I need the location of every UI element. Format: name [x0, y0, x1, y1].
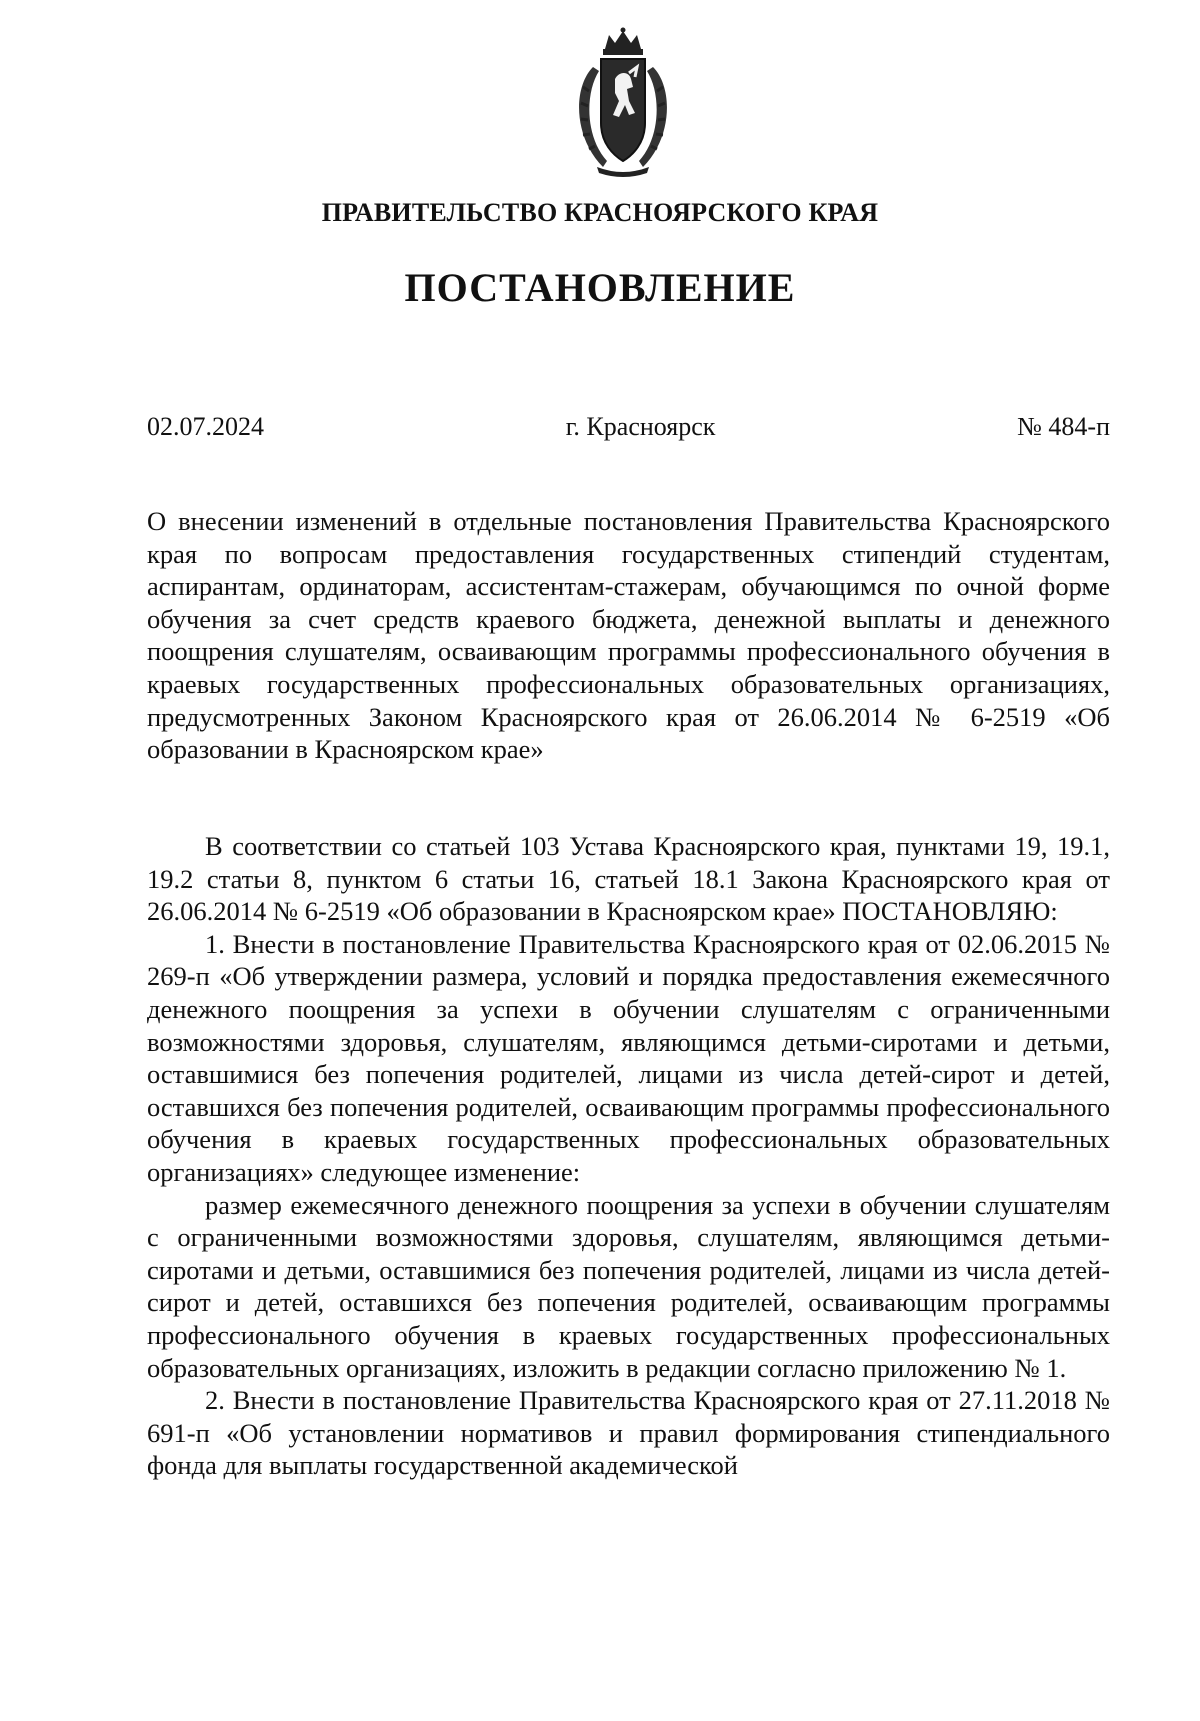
document-type-heading: ПОСТАНОВЛЕНИЕ: [404, 265, 796, 310]
subject-text: О внесении изменений в отдельные постановления Правительства Красноярского края по вопросам предоставления государственных стипендий студентам, аспирантам, ординаторам, ассистентам-стажерам, обучающимся по очной форме обучения за счет средств краевого бюджета, денежной выплаты и денежного поощрения слушателям, осваивающим программы профессионального обучения в краевых государственных профессиональных образовательных организациях, предусмотренных Законом Красноярского края от 26.06.2014 № 6-2519 «Об образовании в Красноярском крае»: [147, 506, 1110, 765]
item-2-paragraph: 2. Внести в постановление Правительства Красноярского края от 27.11.2018 № 691-п «Об установлении нормативов и правил формирования стипендиального фонда для выплаты государственной академической: [147, 1385, 1110, 1481]
document-date: 02.07.2024: [147, 412, 264, 441]
coat-of-arms-icon: [563, 27, 683, 177]
document-meta-row: [147, 412, 1110, 442]
document-number: № 484-п: [1017, 412, 1110, 441]
document-city: г. Красноярск: [565, 412, 716, 441]
preamble-paragraph: В соответствии со статьей 103 Устава Красноярского края, пунктами 19, 19.1, 19.2 статьи 8, пунктом 6 статьи 16, статьей 18.1 Закона Красноярского края от 26.06.2014 № 6-2519 «Об образовании в Красноярском крае» ПОСТАНОВЛЯЮ:: [147, 831, 1110, 927]
item-1-paragraph: 1. Внести в постановление Правительства Красноярского края от 02.06.2015 № 269-п «Об утверждении размера, условий и порядка предоставления ежемесячного денежного поощрения за успехи в обучении слушателям с ограниченными возможностями здоровья, слушателям, являющимся детьми-сиротами и детьми, оставшимися без попечения родителей, лицами из числа детей-сирот и детей, оставшихся без попечения родителей, осваивающим программы профессионального обучения в краевых государственных профессиональных образовательных организациях» следующее изменение:: [147, 928, 1110, 1187]
item-1-change-paragraph: размер ежемесячного денежного поощрения за успехи в обучении слушателям с ограниченными возможностями здоровья, слушателям, являющимся детьми-сиротами и детьми, оставшимися без попечения родителей, лицами из числа детей-сирот и детей, оставшихся без попечения родителей, осваивающим программы профессионального обучения в краевых государственных профессиональных образовательных организациях, изложить в редакции согласно приложению № 1.: [147, 1189, 1110, 1383]
document-subject: [147, 505, 1110, 766]
government-title: ПРАВИТЕЛЬСТВО КРАСНОЯРСКОГО КРАЯ: [321, 198, 879, 227]
document-body: [147, 830, 1110, 1482]
